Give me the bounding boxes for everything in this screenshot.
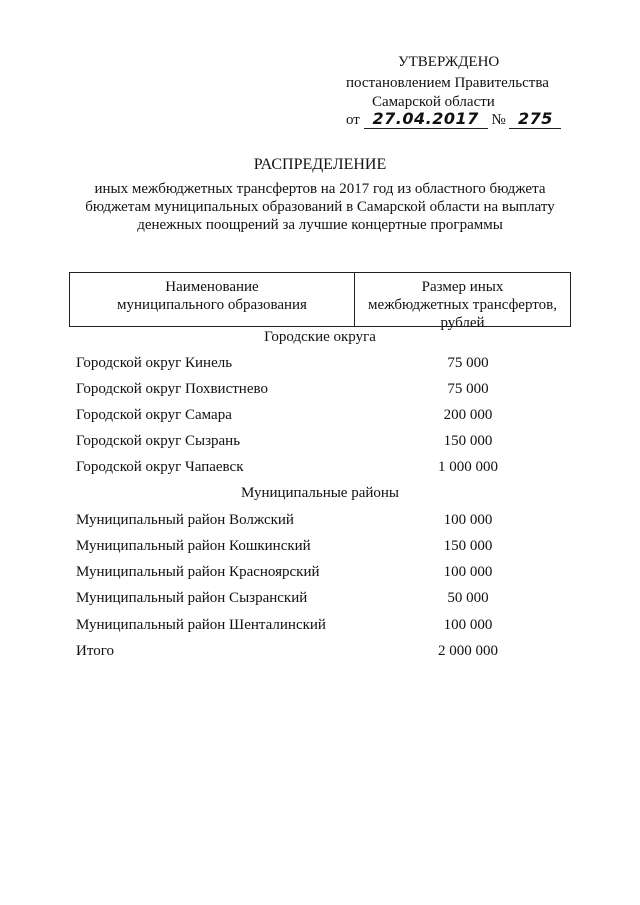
handwritten-date: 27.04.2017: [364, 110, 488, 129]
header-text: Наименование: [165, 279, 259, 295]
header-text: рублей: [440, 315, 485, 331]
header-text: муниципального образования: [117, 297, 307, 313]
subtitle-line: иных межбюджетных трансфертов на 2017 год из областного бюджета: [94, 181, 546, 197]
header-text: Размер иных: [421, 279, 504, 295]
number-label: №: [491, 112, 506, 128]
row-name: Городской округ Сызрань: [76, 433, 241, 449]
section-heading: Муниципальные районы: [240, 485, 400, 501]
header-municipality: [70, 273, 355, 326]
row-amount: 50 000: [447, 590, 489, 606]
row-name: Городской округ Самара: [76, 407, 232, 423]
row-name: Городской округ Чапаевск: [76, 459, 244, 475]
row-amount: 100 000: [443, 512, 493, 528]
row-amount: 1 000 000: [438, 459, 498, 475]
row-amount: 150 000: [443, 433, 493, 449]
table-header: [69, 272, 571, 331]
row-amount: 100 000: [443, 564, 493, 580]
subtitle-line: денежных поощрений за лучшие концертные программы: [137, 217, 503, 233]
approval-line: Самарской области: [372, 94, 495, 110]
subtitle-line: бюджетам муниципальных образований в Самарской области на выплату: [85, 199, 555, 215]
document-subtitle: [70, 180, 570, 234]
row-name: Городской округ Похвистнево: [76, 381, 268, 397]
header-text: межбюджетных трансфертов,: [368, 297, 557, 313]
row-amount: 200 000: [443, 407, 493, 423]
header-amount: [355, 273, 570, 331]
row-amount: 75 000: [447, 355, 489, 371]
total-label: Итого: [76, 643, 114, 659]
approval-heading: УТВЕРЖДЕНО: [398, 54, 500, 70]
row-name: Городской округ Кинель: [76, 355, 233, 371]
row-amount: 75 000: [447, 381, 489, 397]
handwritten-number: 275: [509, 110, 561, 129]
approval-line: постановлением Правительства: [346, 75, 549, 91]
section-heading: Городские округа: [264, 329, 376, 345]
row-amount: 150 000: [443, 538, 493, 554]
row-name: Муниципальный район Сызранский: [76, 590, 308, 606]
row-name: Муниципальный район Кошкинский: [76, 538, 311, 554]
total-amount: 2 000 000: [438, 643, 498, 659]
approval-date-line: [346, 110, 561, 130]
row-name: Муниципальный район Волжский: [76, 512, 294, 528]
row-name: Муниципальный район Шенталинский: [76, 617, 326, 633]
from-label: от: [346, 112, 360, 128]
row-name: Муниципальный район Красноярский: [76, 564, 320, 580]
document-title: РАСПРЕДЕЛЕНИЕ: [253, 156, 387, 173]
row-amount: 100 000: [443, 617, 493, 633]
